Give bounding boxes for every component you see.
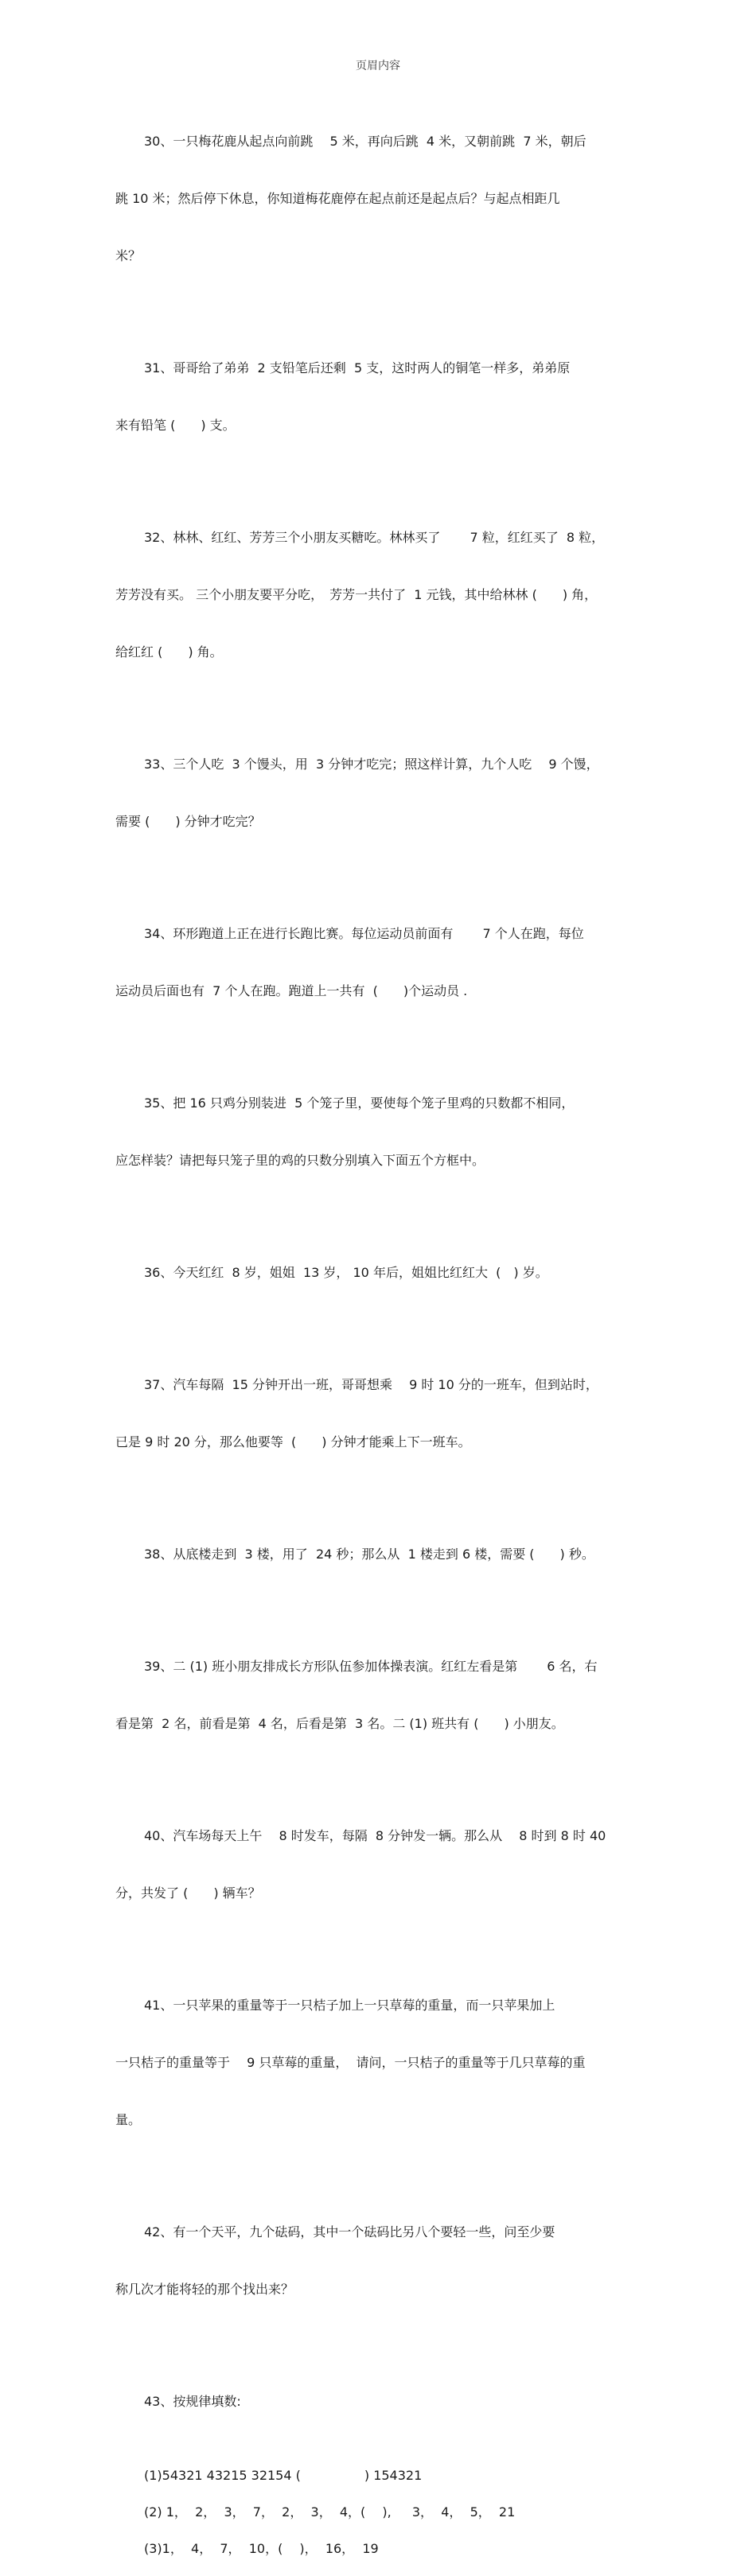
problem-line: 37、汽车每隔 15 分钟开出一班，哥哥想乘 9 时 10 分的一班车，但到站时，: [144, 1377, 598, 1392]
problem-line: 35、把 16 只鸡分别装进 5 个笼子里，要使每个笼子里鸡的只数都不相同，: [144, 1095, 575, 1111]
problem-38: [115, 1507, 645, 1602]
problem-line: 应怎样装？请把每只笼子里的鸡的只数分别填入下面五个方框中。: [115, 1153, 485, 1168]
problem-line: 34、环形跑道上正在进行长跑比赛。每位运动员前面有 7 个人在跑，每位: [144, 926, 584, 941]
sequence-item-3: (3)1， 4， 7， 10，( )， 16， 19: [144, 2541, 379, 2556]
problem-line: 41、一只苹果的重量等于一只桔子加上一只草莓的重量，而一只苹果加上: [144, 1998, 555, 2013]
problem-line: 已是 9 时 20 分，那么他要等 ( ) 分钟才能乘上下一班车。: [115, 1434, 471, 1449]
problem-line: 称几次才能将轻的那个找出来？: [115, 2282, 294, 2297]
problem-33: [115, 717, 645, 870]
problem-34: [115, 886, 645, 1039]
problem-line: 来有铅笔 ( ) 支。: [115, 418, 236, 433]
problem-line: 看是第 2 名，前看是第 4 名，后看是第 3 名。二 (1) 班共有 ( ) 小朋友。: [115, 1716, 564, 1731]
problem-line: 42、有一个天平，九个砝码，其中一个砝码比另八个要轻一些，问至少要: [144, 2224, 555, 2239]
problem-line: 38、从底楼走到 3 楼，用了 24 秒；那么从 1 楼走到 6 楼，需要 ( ) 秒。: [144, 1547, 594, 1562]
problem-37: [115, 1337, 645, 1490]
problem-line: 量。: [115, 2112, 142, 2127]
problem-line: 跳 10 米；然后停下休息，你知道梅花鹿停在起点前还是起点后？与起点相距几: [115, 191, 560, 206]
problem-line: 31、哥哥给了弟弟 2 支铅笔后还剩 5 支，这时两人的铜笔一样多，弟弟原: [144, 360, 571, 376]
problem-line: 一只桔子的重量等于 9 只草莓的重量， 请问，一只桔子的重量等于几只草莓的重: [115, 2055, 586, 2070]
problem-32: [115, 490, 645, 700]
problem-31: [115, 321, 645, 473]
sequence-item-2: (2) 1， 2， 3， 7， 2， 3， 4，( ), 3， 4， 5， 21: [144, 2504, 516, 2520]
problem-line: 36、今天红红 8 岁，姐姐 13 岁， 10 年后，姐姐比红红大 ( ) 岁。: [144, 1265, 548, 1280]
sequence-item-1: (1)54321 43215 32154 ( ) 154321: [144, 2468, 423, 2483]
problem-35: [115, 1056, 645, 1208]
problem-36: [115, 1225, 645, 1321]
problem-43: [115, 2354, 645, 2450]
problem-line: 运动员后面也有 7 个人在跑。跑道上一共有 ( )个运动员 .: [115, 983, 468, 998]
problem-42: [115, 2185, 645, 2337]
problem-line: 芳芳没有买。 三个小朋友要平分吃， 芳芳一共付了 1 元钱，其中给林林 ( ) 角，: [115, 587, 598, 602]
problem-line: 需要 ( ) 分钟才吃完？: [115, 814, 261, 829]
problem-line: 32、林林、红红、芳芳三个小朋友买糖吃。林林买了 7 粒，红红买了 8 粒，: [144, 530, 605, 545]
problem-line: 40、汽车场每天上午 8 时发车，每隔 8 分钟发一辆。那么从 8 时到 8 时 40: [144, 1828, 606, 1843]
problem-line: 43、按规律填数:: [144, 2394, 241, 2409]
problem-39: [115, 1619, 645, 1772]
problem-line: 30、一只梅花鹿从起点向前跳 5 米，再向后跳 4 米，又朝前跳 7 米，朝后: [144, 134, 586, 149]
problem-30: [115, 94, 645, 304]
problem-line: 33、三个人吃 3 个馒头，用 3 分钟才吃完；照这样计算，九个人吃 9 个馒，: [144, 757, 599, 772]
problem-41: [115, 1958, 645, 2168]
problem-line: 给红红 ( ) 角。: [115, 644, 223, 660]
problem-line: 米？: [115, 248, 142, 263]
problem-40: [115, 1788, 645, 1941]
problem-line: 39、二 (1) 班小朋友排成长方形队伍参加体操表演。红红左看是第 6 名，右: [144, 1659, 598, 1674]
problem-line: 分，共发了 ( ) 辆车？: [115, 1885, 261, 1901]
problem-list: [115, 94, 645, 2576]
page-header: 页眉内容: [356, 60, 400, 72]
